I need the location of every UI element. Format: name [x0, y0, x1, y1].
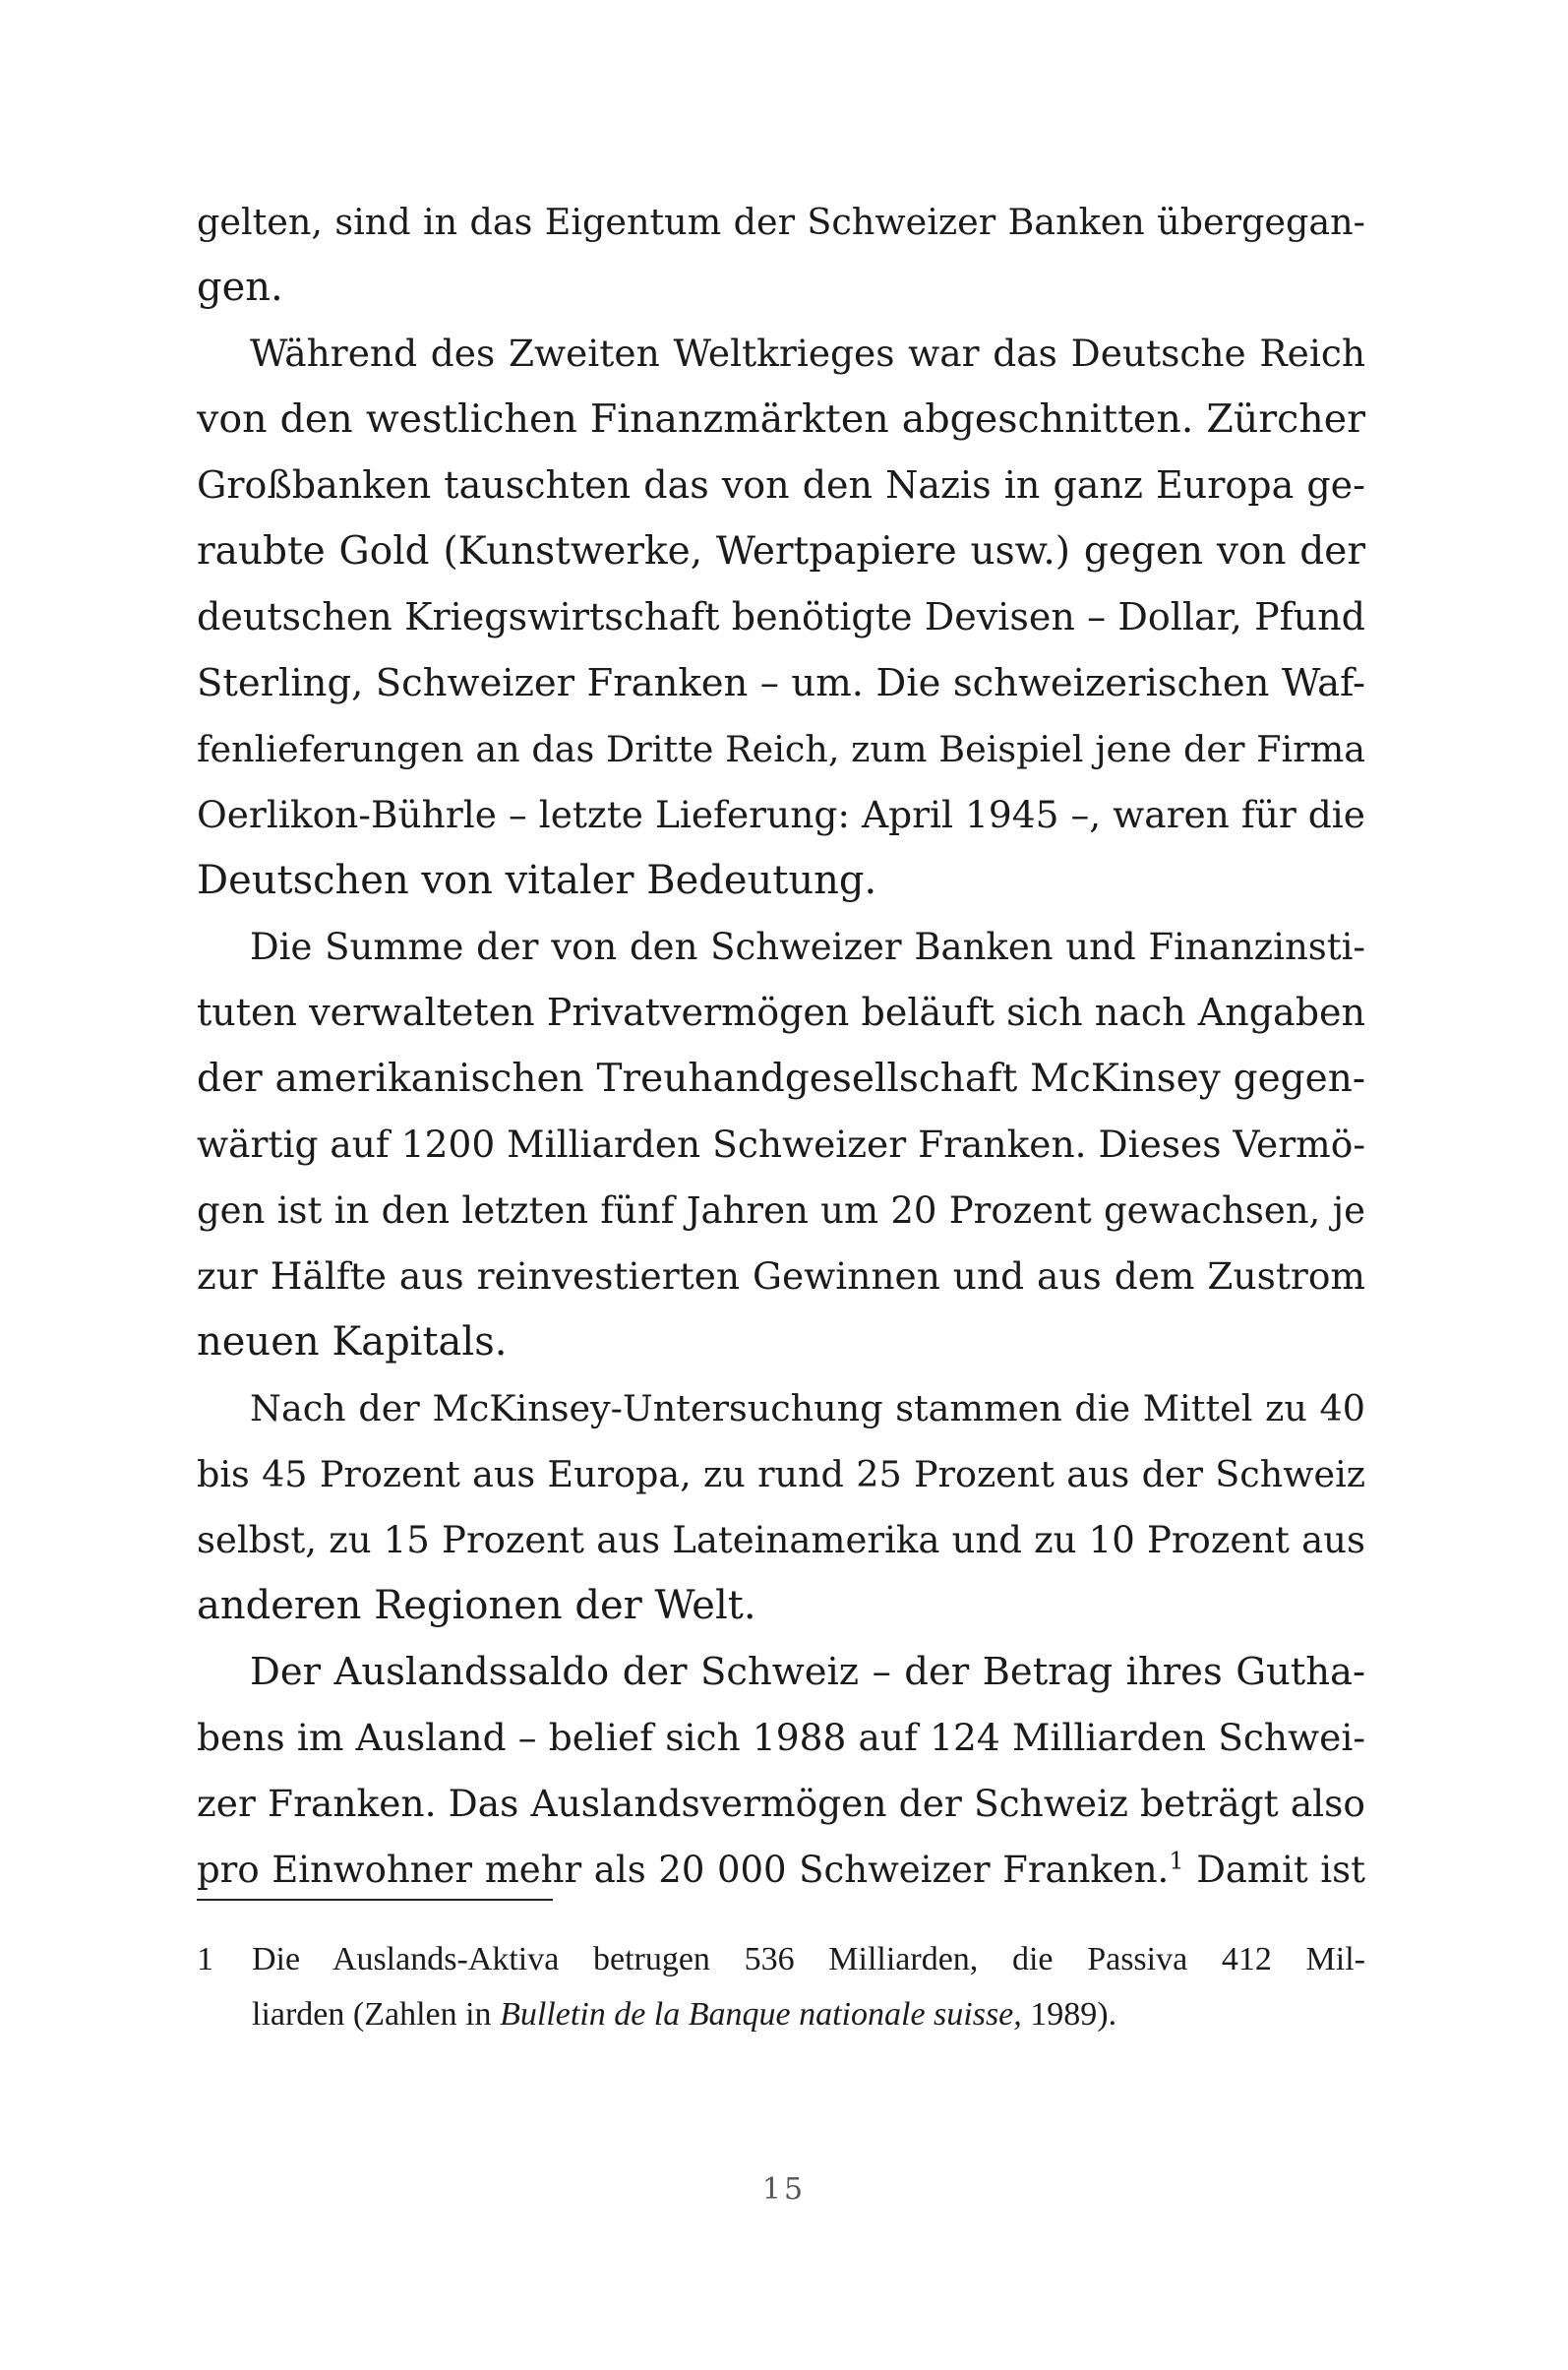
text-line: wärtig auf 1200 Milliarden Schweizer Franken. Dieses Vermö- — [197, 1123, 1365, 1166]
footnote-divider — [197, 1899, 553, 1901]
footnote-text: liarden (Zahlen in — [252, 1996, 501, 2033]
text-line: Deutschen von vitaler Bedeutung. — [197, 858, 877, 903]
main-text — [197, 189, 1365, 1903]
text-line: Oerlikon-Bührle – letzte Lieferung: April 1945 –, waren für die — [197, 793, 1365, 836]
text-segment: Damit ist — [1183, 1849, 1365, 1891]
text-line: bens im Ausland – belief sich 1988 auf 124 Milliarden Schwei- — [197, 1716, 1365, 1759]
text-line: Großbanken tauschten das von den Nazis in ganz Europa ge- — [197, 463, 1365, 507]
footnote-line — [197, 1932, 1365, 1987]
footnote — [197, 1932, 1365, 2042]
footnote-number: 1 — [197, 1941, 213, 1977]
text-line: der amerikanischen Treuhandgesellschaft McKinsey gegen- — [197, 1057, 1365, 1101]
text-line: tuten verwalteten Privatvermögen beläuft sich nach Angaben — [197, 991, 1365, 1034]
text-line: gen. — [197, 265, 283, 310]
text-line: raubte Gold (Kunstwerke, Wertpapiere usw.) gegen von der — [197, 529, 1365, 574]
text-line: neuen Kapitals. — [197, 1319, 508, 1365]
text-line: anderen Regionen der Welt. — [197, 1583, 756, 1628]
footnote-text: Die Auslands-Aktiva betrugen 536 Milliarden, die Passiva 412 Mil- — [252, 1941, 1365, 1977]
text-line: Die Summe der von den Schweizer Banken und Finanzinsti- — [250, 926, 1365, 968]
text-line: zur Hälfte aus reinvestierten Gewinnen und aus dem Zustrom — [197, 1254, 1365, 1298]
text-line: von den westlichen Finanzmärkten abgeschnitten. Zürcher — [197, 396, 1365, 442]
text-line: gen ist in den letzten fünf Jahren um 20 Prozent gewachsen, je — [197, 1189, 1365, 1232]
text-line: fenlieferungen an das Dritte Reich, zum Beispiel jene der Firma — [197, 728, 1365, 770]
text-line: selbst, zu 15 Prozent aus Lateinamerika und zu 10 Prozent aus — [197, 1519, 1365, 1561]
footnote-reference[interactable]: 1 — [1169, 1847, 1184, 1875]
text-line: Während des Zweiten Weltkrieges war das Deutsche Reich — [250, 332, 1365, 375]
text-line: bis 45 Prozent aus Europa, zu rund 25 Prozent aus der Schweiz — [197, 1453, 1365, 1495]
footnote-text: 1989). — [1021, 1996, 1117, 2033]
footnote-citation-title: Bulletin de la Banque nationale suisse, — [500, 1996, 1022, 2033]
text-line: zer Franken. Das Auslandsvermögen der Schweiz beträgt also — [197, 1782, 1365, 1825]
text-line: Nach der McKinsey-Untersuchung stammen die Mittel zu 40 — [250, 1387, 1365, 1429]
text-line: Sterling, Schweizer Franken – um. Die schweizerischen Waf- — [197, 661, 1365, 705]
text-line-final — [197, 1837, 1365, 1903]
text-line: Der Auslandssaldo der Schweiz – der Betrag ihres Gutha- — [250, 1650, 1365, 1694]
page-number: 15 — [761, 2172, 807, 2207]
text-segment: pro Einwohner mehr als 20 000 Schweizer Franken. — [197, 1849, 1170, 1891]
footnote-line — [197, 1987, 1365, 2042]
text-line: deutschen Kriegswirtschaft benötigte Devisen – Dollar, Pfund — [197, 595, 1365, 638]
text-line: gelten, sind in das Eigentum der Schweizer Banken übergegan- — [197, 201, 1365, 243]
